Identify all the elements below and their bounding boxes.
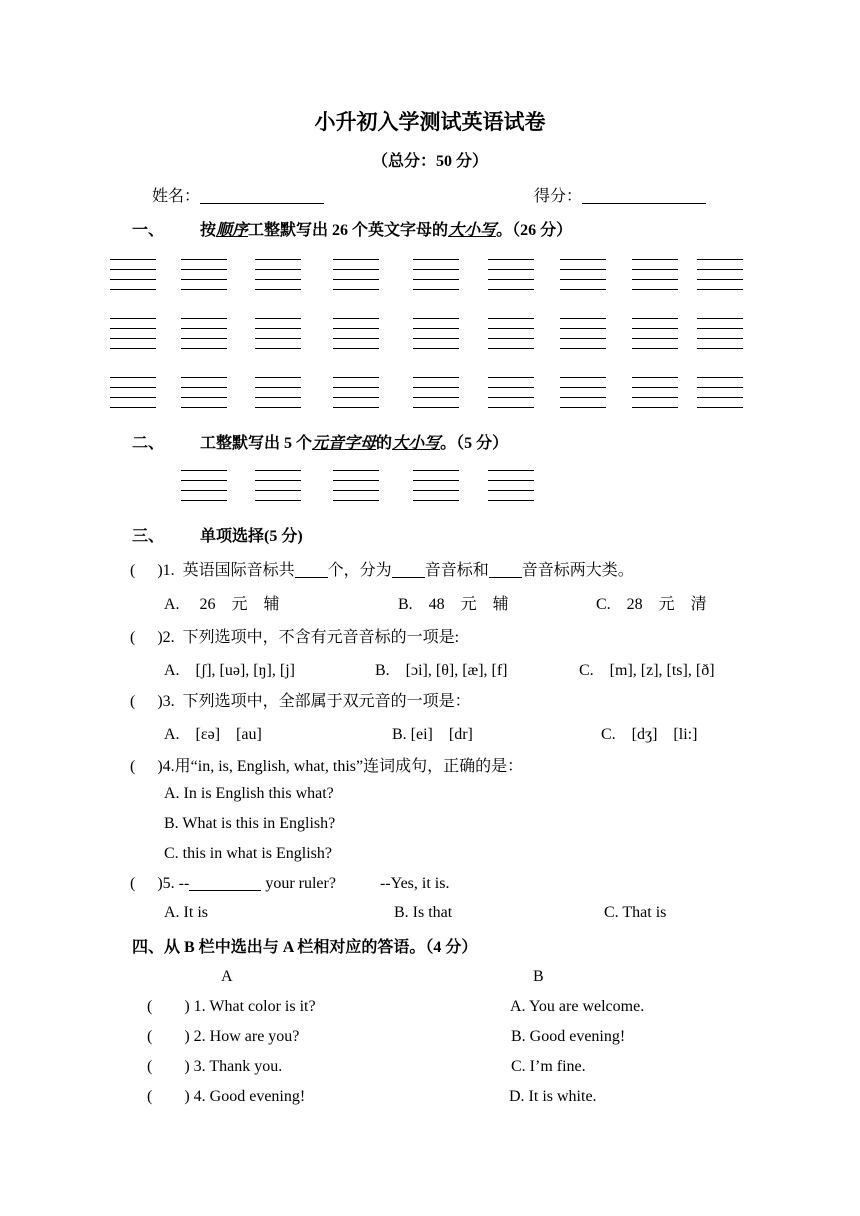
- writing-line: [333, 269, 379, 270]
- writing-line: [181, 348, 227, 349]
- writing-line: [488, 387, 534, 388]
- writing-line: [413, 500, 459, 501]
- writing-line: [697, 259, 743, 260]
- writing-line: [333, 259, 379, 260]
- four-line-writing-box[interactable]: [632, 259, 678, 290]
- writing-line: [488, 269, 534, 270]
- writing-line: [488, 500, 534, 501]
- answer-paren[interactable]: (: [130, 562, 136, 579]
- four-line-writing-box[interactable]: [255, 377, 301, 408]
- four-line-writing-box[interactable]: [255, 470, 301, 501]
- section2-underline-vowels: 元音字母: [312, 435, 377, 452]
- four-line-writing-box[interactable]: [632, 318, 678, 349]
- option-b: B. 48 元 辅: [398, 596, 509, 613]
- writing-line: [255, 387, 301, 388]
- writing-line: [181, 269, 227, 270]
- four-line-writing-box[interactable]: [181, 318, 227, 349]
- fill-blank[interactable]: [189, 874, 261, 891]
- option-b: B. What is this in English?: [164, 815, 336, 832]
- writing-line: [255, 480, 301, 481]
- writing-line: [488, 259, 534, 260]
- writing-line: [488, 470, 534, 471]
- writing-line: [255, 500, 301, 501]
- writing-line: [110, 289, 156, 290]
- writing-line: [181, 500, 227, 501]
- writing-line: [413, 269, 459, 270]
- section4-text: 栏中选出与: [194, 939, 283, 956]
- writing-line: [110, 328, 156, 329]
- four-line-writing-box[interactable]: [697, 259, 743, 290]
- writing-line: [333, 490, 379, 491]
- writing-line: [697, 328, 743, 329]
- question-stem: 个，分为: [327, 562, 392, 579]
- question-stem: 下列选项中，不含有元音音标的一项是:: [182, 629, 460, 646]
- writing-line: [255, 289, 301, 290]
- question-stem: your ruler?: [261, 875, 336, 892]
- writing-line: [333, 500, 379, 501]
- writing-line: [697, 269, 743, 270]
- match-prompt: ) 2. How are you?: [184, 1028, 300, 1045]
- answer-paren[interactable]: (: [147, 1088, 153, 1105]
- question-stem: 音音标两大类。: [521, 562, 634, 579]
- writing-line: [413, 397, 459, 398]
- writing-line: [697, 377, 743, 378]
- writing-line: [333, 480, 379, 481]
- page-title: 小升初入学测试英语试卷: [314, 110, 546, 134]
- writing-line: [560, 348, 606, 349]
- writing-line: [632, 387, 678, 388]
- writing-line: [413, 490, 459, 491]
- option-a: A. 26 元 辅: [164, 596, 280, 613]
- writing-line: [560, 328, 606, 329]
- writing-line: [181, 328, 227, 329]
- option-b: B. [ɔi], [θ], [æ], [f]: [375, 662, 508, 679]
- writing-line: [255, 407, 301, 408]
- writing-line: [560, 407, 606, 408]
- match-row: [147, 1058, 282, 1076]
- section1-text-mid: 工整默写出 26 个英文字母的: [248, 222, 449, 239]
- writing-line: [488, 377, 534, 378]
- question-number: )1.: [157, 562, 175, 579]
- question-stem: 英语国际音标共: [182, 562, 295, 579]
- writing-line: [632, 377, 678, 378]
- four-line-writing-box[interactable]: [110, 318, 156, 349]
- section4-heading: [132, 934, 477, 957]
- section3-number: 三、: [132, 528, 165, 545]
- four-line-writing-box[interactable]: [333, 470, 379, 501]
- writing-line: [413, 387, 459, 388]
- option-a: A. In is English this what?: [164, 785, 334, 802]
- writing-line: [181, 470, 227, 471]
- writing-line: [488, 279, 534, 280]
- writing-line: [255, 259, 301, 260]
- writing-line: [697, 338, 743, 339]
- writing-line: [632, 289, 678, 290]
- question-stem: 用“in, is, English, what, this”连词成句，正确的是：: [174, 758, 524, 775]
- answer-paren[interactable]: (: [130, 629, 136, 646]
- writing-line: [632, 328, 678, 329]
- section4-text: 栏相对应的答语。（4 分）: [293, 939, 478, 956]
- section1-text-post: 。（26 分）: [496, 222, 573, 239]
- writing-line: [560, 397, 606, 398]
- writing-line: [488, 480, 534, 481]
- option-b: B. [ei] [dr]: [392, 726, 473, 743]
- option-c: C. 28 元 清: [596, 596, 707, 613]
- option-c: C. That is: [604, 904, 667, 921]
- match-prompt: ) 4. Good evening!: [184, 1088, 306, 1105]
- writing-line: [110, 377, 156, 378]
- answer-paren[interactable]: (: [147, 1028, 153, 1045]
- match-answer: A. You are welcome.: [510, 998, 645, 1015]
- writing-line: [181, 490, 227, 491]
- four-line-writing-box[interactable]: [413, 318, 459, 349]
- section1-underline-order: 顺序: [216, 222, 249, 239]
- four-line-writing-box[interactable]: [488, 318, 534, 349]
- match-prompt: ) 3. Thank you.: [184, 1058, 283, 1075]
- score-blank[interactable]: [582, 187, 706, 204]
- four-line-writing-box[interactable]: [255, 259, 301, 290]
- writing-line: [632, 259, 678, 260]
- four-line-writing-box[interactable]: [181, 259, 227, 290]
- writing-line: [697, 407, 743, 408]
- writing-line: [413, 318, 459, 319]
- option-b: B. Is that: [394, 904, 453, 921]
- writing-line: [413, 259, 459, 260]
- writing-line: [110, 348, 156, 349]
- writing-line: [488, 328, 534, 329]
- writing-line: [488, 338, 534, 339]
- four-line-writing-box[interactable]: [181, 377, 227, 408]
- writing-line: [181, 377, 227, 378]
- score-label: 得分：: [534, 188, 583, 205]
- question-stem: 下列选项中，全部属于双元音的一项是：: [182, 693, 471, 710]
- writing-line: [110, 279, 156, 280]
- writing-line: [181, 289, 227, 290]
- writing-line: [697, 279, 743, 280]
- writing-line: [697, 387, 743, 388]
- name-label: 姓名：: [152, 188, 201, 205]
- match-answer: B. Good evening!: [511, 1028, 626, 1045]
- writing-line: [333, 470, 379, 471]
- section4-text: 四、从: [132, 939, 185, 956]
- writing-line: [110, 269, 156, 270]
- writing-line: [110, 407, 156, 408]
- writing-line: [632, 407, 678, 408]
- four-line-writing-box[interactable]: [110, 259, 156, 290]
- four-line-writing-box[interactable]: [488, 470, 534, 501]
- four-line-writing-box[interactable]: [697, 377, 743, 408]
- writing-line: [697, 397, 743, 398]
- writing-line: [560, 269, 606, 270]
- fill-blank[interactable]: [489, 561, 522, 578]
- four-line-writing-box[interactable]: [560, 318, 606, 349]
- answer-paren[interactable]: (: [130, 758, 136, 775]
- section3-heading: [132, 523, 303, 546]
- name-blank[interactable]: [200, 187, 324, 204]
- writing-line: [181, 338, 227, 339]
- section3-title: 单项选择(5 分): [200, 528, 303, 545]
- answer-paren[interactable]: (: [130, 875, 136, 892]
- section2-text-mid: 的: [376, 435, 393, 452]
- writing-line: [560, 338, 606, 339]
- writing-line: [333, 348, 379, 349]
- writing-line: [488, 407, 534, 408]
- fill-blank[interactable]: [295, 561, 328, 578]
- fill-blank[interactable]: [392, 561, 425, 578]
- writing-line: [560, 318, 606, 319]
- match-answer: C. I’m fine.: [511, 1058, 586, 1075]
- writing-line: [333, 407, 379, 408]
- four-line-writing-box[interactable]: [333, 377, 379, 408]
- writing-line: [255, 318, 301, 319]
- writing-line: [110, 387, 156, 388]
- writing-line: [697, 289, 743, 290]
- writing-line: [333, 338, 379, 339]
- writing-line: [488, 348, 534, 349]
- writing-line: [560, 289, 606, 290]
- writing-line: [181, 318, 227, 319]
- writing-line: [110, 259, 156, 260]
- question-number: )5.: [157, 875, 175, 892]
- match-row: [147, 1028, 299, 1046]
- writing-line: [181, 259, 227, 260]
- writing-line: [333, 397, 379, 398]
- question-number: )3.: [157, 693, 175, 710]
- writing-line: [632, 318, 678, 319]
- match-row: [147, 1088, 305, 1106]
- writing-line: [488, 490, 534, 491]
- question-number: )4.: [157, 758, 175, 775]
- writing-line: [255, 348, 301, 349]
- question-1: [130, 557, 634, 580]
- four-line-writing-box[interactable]: [697, 318, 743, 349]
- writing-line: [181, 407, 227, 408]
- score-row: [534, 183, 706, 206]
- column-a-header: A: [221, 968, 233, 985]
- section1-number: 一、: [132, 222, 165, 239]
- writing-line: [413, 328, 459, 329]
- option-a: A. [ʃ], [uə], [ŋ], [j]: [164, 662, 295, 679]
- writing-line: [697, 318, 743, 319]
- writing-line: [413, 338, 459, 339]
- four-line-writing-box[interactable]: [255, 318, 301, 349]
- question-reply: --Yes, it is.: [379, 875, 450, 892]
- writing-line: [255, 490, 301, 491]
- total-score: （总分：50 分）: [371, 153, 488, 170]
- option-c: C. this in what is English?: [164, 845, 332, 862]
- section4-column-a-ref: A: [282, 939, 294, 956]
- four-line-writing-box[interactable]: [632, 377, 678, 408]
- writing-line: [488, 289, 534, 290]
- answer-paren[interactable]: (: [130, 693, 136, 710]
- question-5: [130, 874, 449, 893]
- writing-line: [632, 338, 678, 339]
- writing-line: [333, 387, 379, 388]
- writing-line: [181, 480, 227, 481]
- section1-text-pre: 按: [200, 222, 217, 239]
- writing-line: [333, 289, 379, 290]
- writing-line: [413, 289, 459, 290]
- match-row: [147, 998, 316, 1016]
- writing-line: [333, 318, 379, 319]
- writing-line: [488, 397, 534, 398]
- writing-line: [255, 377, 301, 378]
- four-line-writing-box[interactable]: [333, 259, 379, 290]
- four-line-writing-box[interactable]: [181, 470, 227, 501]
- section2-text-pre: 工整默写出 5 个: [200, 435, 313, 452]
- writing-line: [110, 318, 156, 319]
- section2-text-post: 。（5 分）: [440, 435, 509, 452]
- question-4: [130, 753, 523, 776]
- writing-line: [413, 407, 459, 408]
- question-stem: --: [178, 875, 190, 892]
- question-2: [130, 624, 459, 647]
- writing-line: [255, 328, 301, 329]
- answer-paren[interactable]: (: [147, 998, 153, 1015]
- option-a: A. [εə] [au]: [164, 726, 262, 743]
- four-line-writing-box[interactable]: [110, 377, 156, 408]
- writing-line: [181, 279, 227, 280]
- section4-column-b-ref: B: [184, 939, 195, 956]
- writing-line: [632, 397, 678, 398]
- writing-line: [632, 269, 678, 270]
- question-stem: 音音标和: [424, 562, 489, 579]
- writing-line: [560, 377, 606, 378]
- writing-line: [560, 259, 606, 260]
- match-answer: D. It is white.: [509, 1088, 597, 1105]
- option-a: A. It is: [164, 904, 208, 921]
- writing-line: [632, 279, 678, 280]
- writing-line: [413, 480, 459, 481]
- option-c: C. [m], [z], [ts], [ð]: [579, 662, 715, 679]
- writing-line: [110, 338, 156, 339]
- section2-heading: [132, 430, 508, 453]
- writing-line: [413, 470, 459, 471]
- four-line-writing-box[interactable]: [333, 318, 379, 349]
- writing-line: [697, 348, 743, 349]
- writing-line: [488, 318, 534, 319]
- four-line-writing-box[interactable]: [413, 470, 459, 501]
- question-number: )2.: [157, 629, 175, 646]
- writing-line: [413, 348, 459, 349]
- section1-heading: [132, 217, 572, 240]
- four-line-writing-box[interactable]: [488, 377, 534, 408]
- writing-line: [333, 377, 379, 378]
- writing-line: [560, 387, 606, 388]
- column-b-header: B: [533, 968, 544, 985]
- writing-line: [255, 269, 301, 270]
- four-line-writing-box[interactable]: [413, 259, 459, 290]
- answer-paren[interactable]: (: [147, 1058, 153, 1075]
- writing-line: [255, 279, 301, 280]
- four-line-writing-box[interactable]: [560, 259, 606, 290]
- writing-line: [255, 470, 301, 471]
- writing-line: [413, 279, 459, 280]
- writing-line: [413, 377, 459, 378]
- name-row: [152, 183, 324, 206]
- writing-line: [333, 328, 379, 329]
- four-line-writing-box[interactable]: [560, 377, 606, 408]
- writing-line: [110, 397, 156, 398]
- writing-line: [255, 397, 301, 398]
- writing-line: [181, 397, 227, 398]
- section2-underline-case: 大小写: [392, 435, 441, 452]
- writing-line: [560, 279, 606, 280]
- writing-line: [333, 279, 379, 280]
- four-line-writing-box[interactable]: [488, 259, 534, 290]
- section1-underline-case: 大小写: [448, 222, 497, 239]
- writing-line: [632, 348, 678, 349]
- match-prompt: ) 1. What color is it?: [184, 998, 316, 1015]
- four-line-writing-box[interactable]: [413, 377, 459, 408]
- option-c: C. [dʒ] [li:]: [601, 726, 698, 743]
- writing-line: [255, 338, 301, 339]
- writing-line: [181, 387, 227, 388]
- section2-number: 二、: [132, 435, 165, 452]
- question-3: [130, 688, 471, 711]
